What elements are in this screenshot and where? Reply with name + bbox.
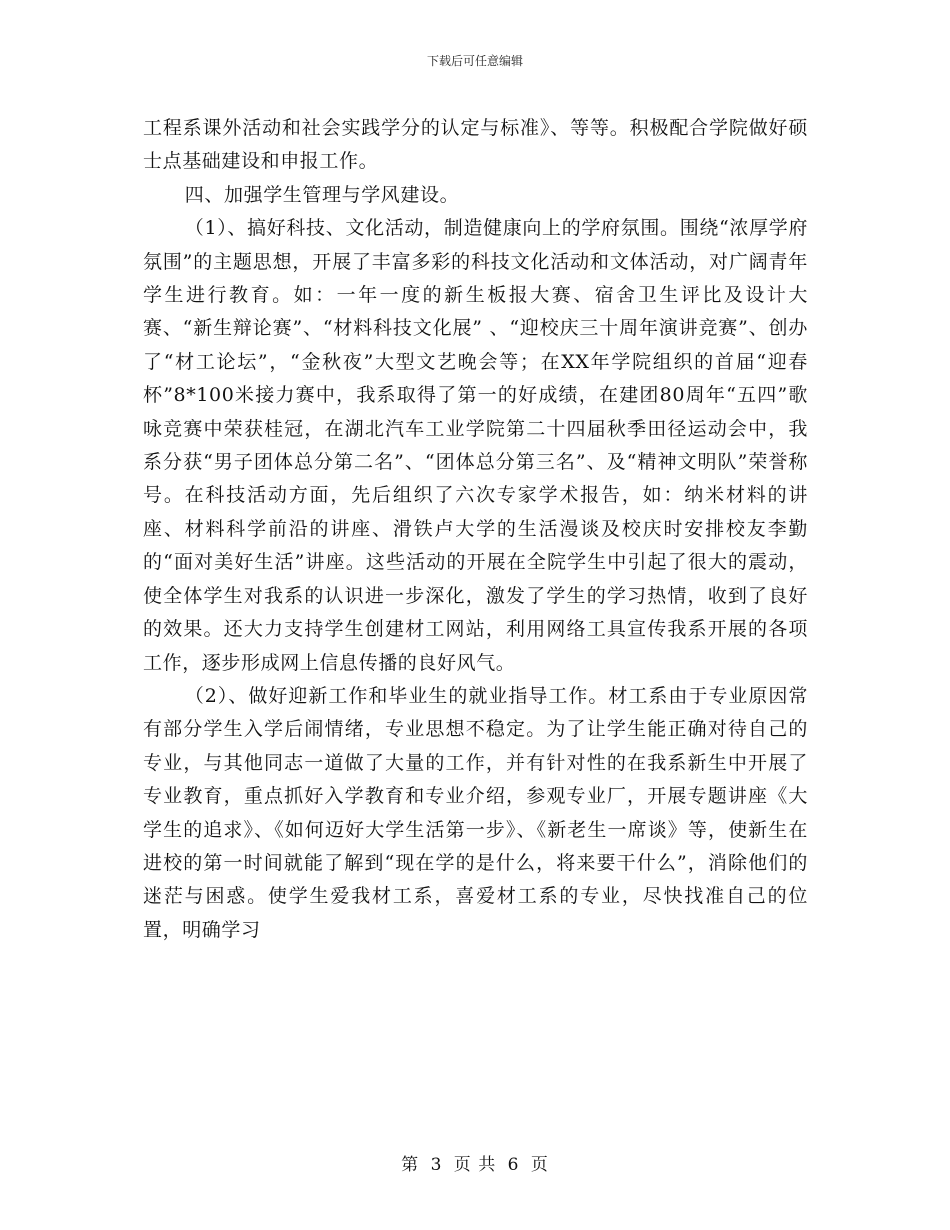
footer-middle: 页 共 <box>453 1155 497 1175</box>
footer-page-number: 3 <box>430 1155 443 1175</box>
document-body <box>143 112 808 947</box>
footer-prefix: 第 <box>401 1155 420 1175</box>
paragraph-continuation: 工程系课外活动和社会实践学分的认定与标准》、等等。积极配合学院做好硕士点基础建设和申报工作。 <box>143 117 808 173</box>
page-header: 下载后可任意编辑 <box>426 54 523 68</box>
footer-total-pages: 6 <box>507 1155 520 1175</box>
paragraph-activities: （1）、搞好科技、文化活动，制造健康向上的学府氛围。围绕“浓厚学府氛围”的主题思想，开展了丰富多彩的科技文化活动和文体活动，对广阔青年学生进行教育。如：一年一度的新生板报大赛、宿舍卫生评比及设计大赛、“新生辩论赛”、“材料科技文化展” 、“迎校庆三十周年演讲竞赛”、创办了“材工论坛”，“金秋夜”大型文艺晚会等；在XX年学院组织的首届“迎春杯”8*100米接力赛中，我系取得了第一的好成绩，在建团80周年“五四”歌咏竞赛中荣获桂冠，在湖北汽车工业学院第二十四届秋季田径运动会中，我系分获“男子团体总分第二名”、“团体总分第三名”、及“精神文明队”荣誉称号。在科技活动方面，先后组织了六次专家学术报告，如：纳米材料的讲座、材料科学前沿的讲座、滑铁卢大学的生活漫谈及校庆时安排校友李勤的“面对美好生活”讲座。这些活动的开展在全院学生中引起了很大的震动，使全体学生对我系的认识进一步深化，激发了学生的学习热情，收到了良好的效果。还大力支持学生创建材工网站，利用网络工具宣传我系开展的各项工作，逐步形成网上信息传播的良好风气。 <box>143 217 808 674</box>
page-footer <box>0 1150 950 1175</box>
paragraph-orientation: （2）、做好迎新工作和毕业生的就业指导工作。材工系由于专业原因常有部分学生入学后闹情绪，专业思想不稳定。为了让学生能正确对待自己的专业，与其他同志一道做了大量的工作，并有针对性的在我系新生中开展了专业教育，重点抓好入学教育和专业介绍，参观专业厂，开展专题讲座《大学生的追求》、《如何迈好大学生活第一步》、《新老生一席谈》等，使新生在进校的第一时间就能了解到“现在学的是什么，将来要干什么”，消除他们的迷茫与困惑。使学生爱我材工系，喜爱材工系的专业，尽快找准自己的位置，明确学习 <box>143 684 808 941</box>
section-heading: 四、加强学生管理与学风建设。 <box>184 183 460 206</box>
footer-suffix: 页 <box>530 1155 549 1175</box>
